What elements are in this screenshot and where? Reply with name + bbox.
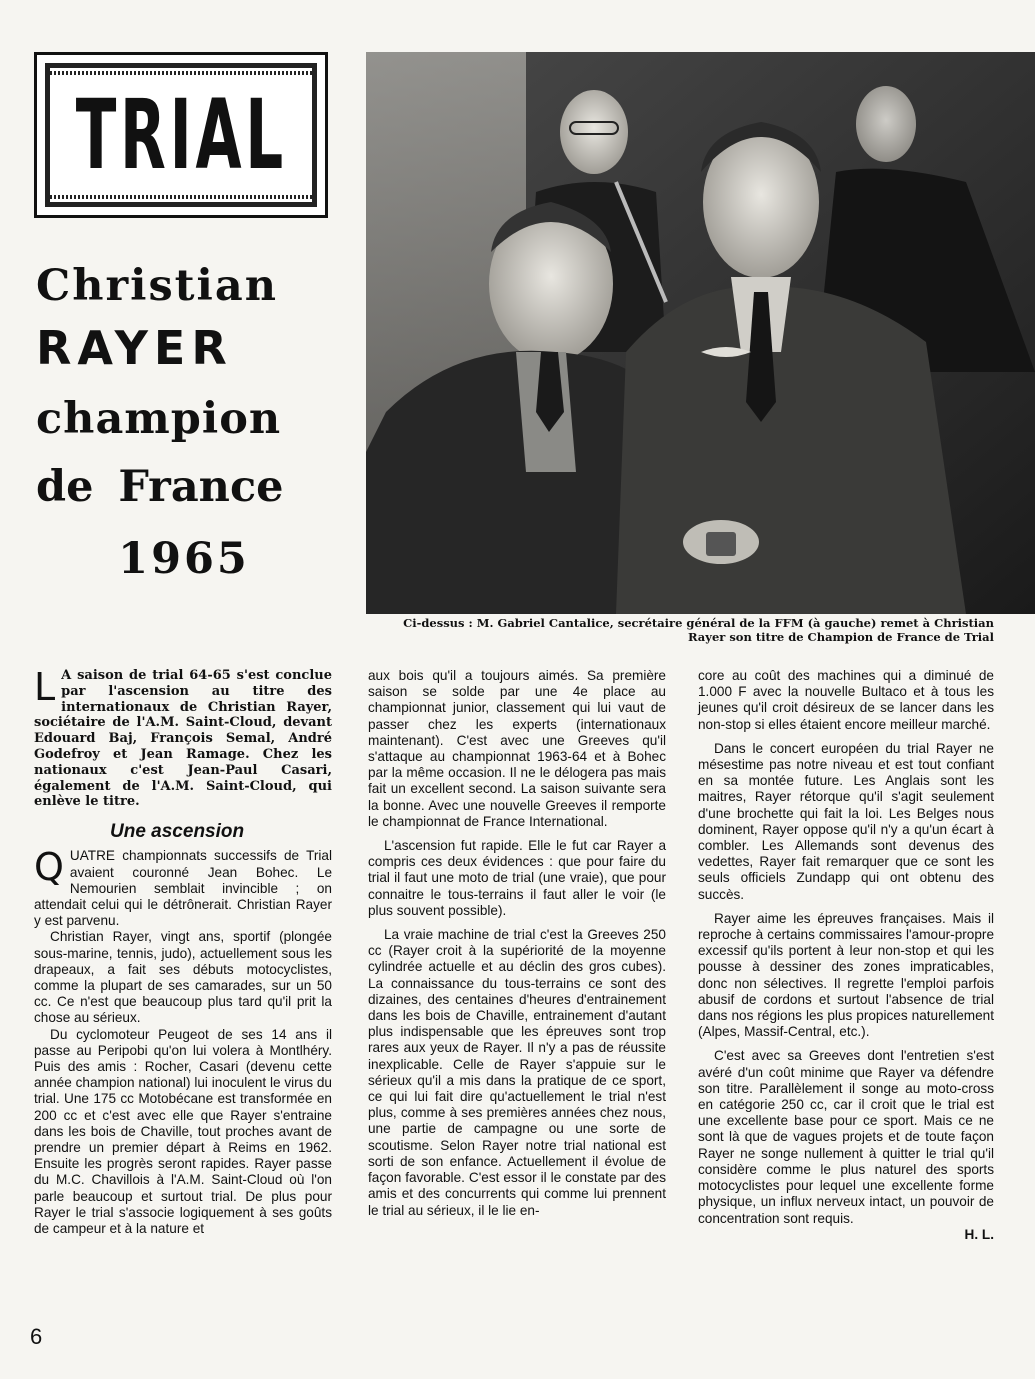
section-header-frame [45, 63, 317, 207]
article-headline [36, 262, 332, 598]
paragraph-4: aux bois qu'il a toujours aimés. Sa première saison se solde par une 4e place au championnat junior, classement qui lui vaut de passer chez les experts (internationaux maintenant). C'est avec une Greeves qu'il s'attaque au championnat 1963-64 et à Bohec par la même occasion. Il ne le délogera pas mais fait un excellent second. La saison suivante sera la bonne. Avec une nouvelle Greeves il remporte le championnat de France International. [368, 668, 666, 829]
headline-line-1: Christian [36, 261, 279, 311]
article-column-2 [368, 668, 666, 1219]
lead-text: A saison de trial 64-65 s'est conclue par l'ascension au titre des internationaux de Christian Rayer, sociétaire de l'A.M. Saint-Cloud, devant Edouard Baj, François Semal, André Godefroy et Jean Ramage. Chez les nationaux c'est Jean-Paul Casari, également de l'A.M. Saint-Cloud, qui enlève le titre. [34, 668, 332, 810]
award-photo-illustration [366, 52, 1035, 614]
headline-line-5: 1965 [118, 534, 250, 584]
paragraph-9: Rayer aime les épreuves françaises. Mais il reproche à certains commissaires l'amour-propre excessif qu'ils portent à leur non-stop et qui les pousse à dessiner des zones impraticables, donc non sélectives. Il regrette l'emploi parfois abusif de cordons et surtout l'absence de trial dans nos régions les plus propices naturellement (Alpes, Massif-Central, etc.). [698, 910, 994, 1040]
paragraph-1-dropcap: Q [34, 845, 64, 890]
paragraph-6: La vraie machine de trial c'est la Greeves 250 cc (Rayer croit à la supériorité de la moyenne cylindrée actuelle et au déclin des gros cubes). La connaissance du tous-terrains ce sont des dizaines, des centaines d'heures d'entrainement dans les bois de Chaville, entrainement d'autant plus indispensable que les épreuves sont trop rares aux yeux de Rayer. Il n'y a pas de réussite inexplicable. Celle de Rayer s'appuie sur le sérieux qu'il a mis dans la pratique de ce sport, ce qui lui fait dire qu'actuellement le trial n'est plus, comme à ses premières années chez nous, une partie de campagne ou une sorte de scoutisme. Selon Rayer notre trial national est sorti de son enfance. Actuellement il évolue de façon favorable. C'est essor il le constate par des amis et des concurrents qui comme lui prennent le trial au sérieux, il le lie en- [368, 927, 666, 1218]
lead-dropcap: L [34, 665, 56, 709]
article-column-3 [698, 668, 994, 1243]
paragraph-7: core au coût des machines qui a diminué de 1.000 F avec la nouvelle Bultaco et à tous les jeunes qu'il croit désireux de se lancer dans les non-stop si elles étaient encore meilleur marché. [698, 668, 994, 732]
section-header-box [34, 52, 328, 218]
award-photo [366, 52, 1035, 614]
article-column-1 [34, 665, 332, 1237]
headline-line-4: de France [36, 462, 284, 512]
author-signature: H. L. [964, 1226, 994, 1242]
paragraph-5: L'ascension fut rapide. Elle le fut car Rayer a compris ces deux évidences : que pour faire du trial il faut une moto de trial (une vraie), que pour connaitre le tous-terrains il faut aller le voir (le plus souvent possible). [368, 838, 666, 918]
headline-line-3: champion [36, 394, 282, 444]
section-label: TRIAL [75, 79, 287, 191]
paragraph-1-text: UATRE championnats successifs de Trial avaient couronné Jean Bohec. Le Nemourien semblait invincible ; on attendait celui qui le détrônerait. Christian Rayer y est parvenu. [34, 848, 332, 929]
paragraph-1 [34, 845, 332, 929]
paragraph-10: C'est avec sa Greeves dont l'entretien s'est avéré d'un coût minime que Rayer va défendre son titre. Parallèlement il songe au moto-cross en catégorie 250 cc, car il croit que le trial est une excellente base pour ce sport. Mais ce ne sont là que de vagues projets et de toute façon Rayer ne songe nullement à quitter le trial qu'il considère comme le plus naturel des sports motocyclistes pour lequel une excellente forme physique, un influx nerveux intact, un pouvoir de concentration sont requis. [698, 1048, 994, 1226]
headline-line-2: RAYER [36, 321, 233, 375]
subheading: Une ascension [110, 821, 245, 843]
paragraph-8: Dans le concert européen du trial Rayer ne mésestime pas notre niveau et est tout confiant en sa montée future. Les Anglais sont les maitres, Rayer rétorque qu'il s'agit seulement d'une brochette qui fait la loi. Les Belges nous dominent, Rayer oppose qu'il n'y a qu'un écart à combler. Les Allemands sont devenus des vedettes, Rayer fait remarquer que ce sont les seuls officiels Zundapp qui ont obtenu des succès. [698, 740, 994, 902]
paragraph-2: Christian Rayer, vingt ans, sportif (plongée sous-marine, tennis, judo), actuellement sous les drapeaux, a fait ses débuts motocyclistes, comme la plupart de ses camarades, sur un 50 cc. Ce n'est que beaucoup plus tard qu'il prit la chose au sérieux. [34, 929, 332, 1026]
paragraph-3: Du cyclomoteur Peugeot de ses 14 ans il passe au Peripobi qu'on lui volera à Montlhéry. Puis des amis : Rocher, Casari (devenu cette année champion national) lui inoculent le virus du trial. Une 175 cc Motobécane est transformée en 200 cc et c'est avec elle que Rayer s'entraine dans les bois de Chaville, tout proches avant de prendre un premier départ à Reims en 1962. Ensuite les progrès seront rapides. Rayer passe du M.C. Chavillois à l'A.M. Saint-Cloud où l'on parle beaucoup et surtout trial. De plus pour Rayer le trial s'associe logiquement à ses goûts de campeur et à la nature et [34, 1026, 332, 1237]
photo-caption: Ci-dessus : M. Gabriel Cantalice, secrétaire général de la FFM (à gauche) remet à Christian Rayer son titre de Champion de France de Trial [403, 616, 994, 644]
page-number: 6 [30, 1324, 43, 1349]
article-lead [34, 665, 332, 810]
